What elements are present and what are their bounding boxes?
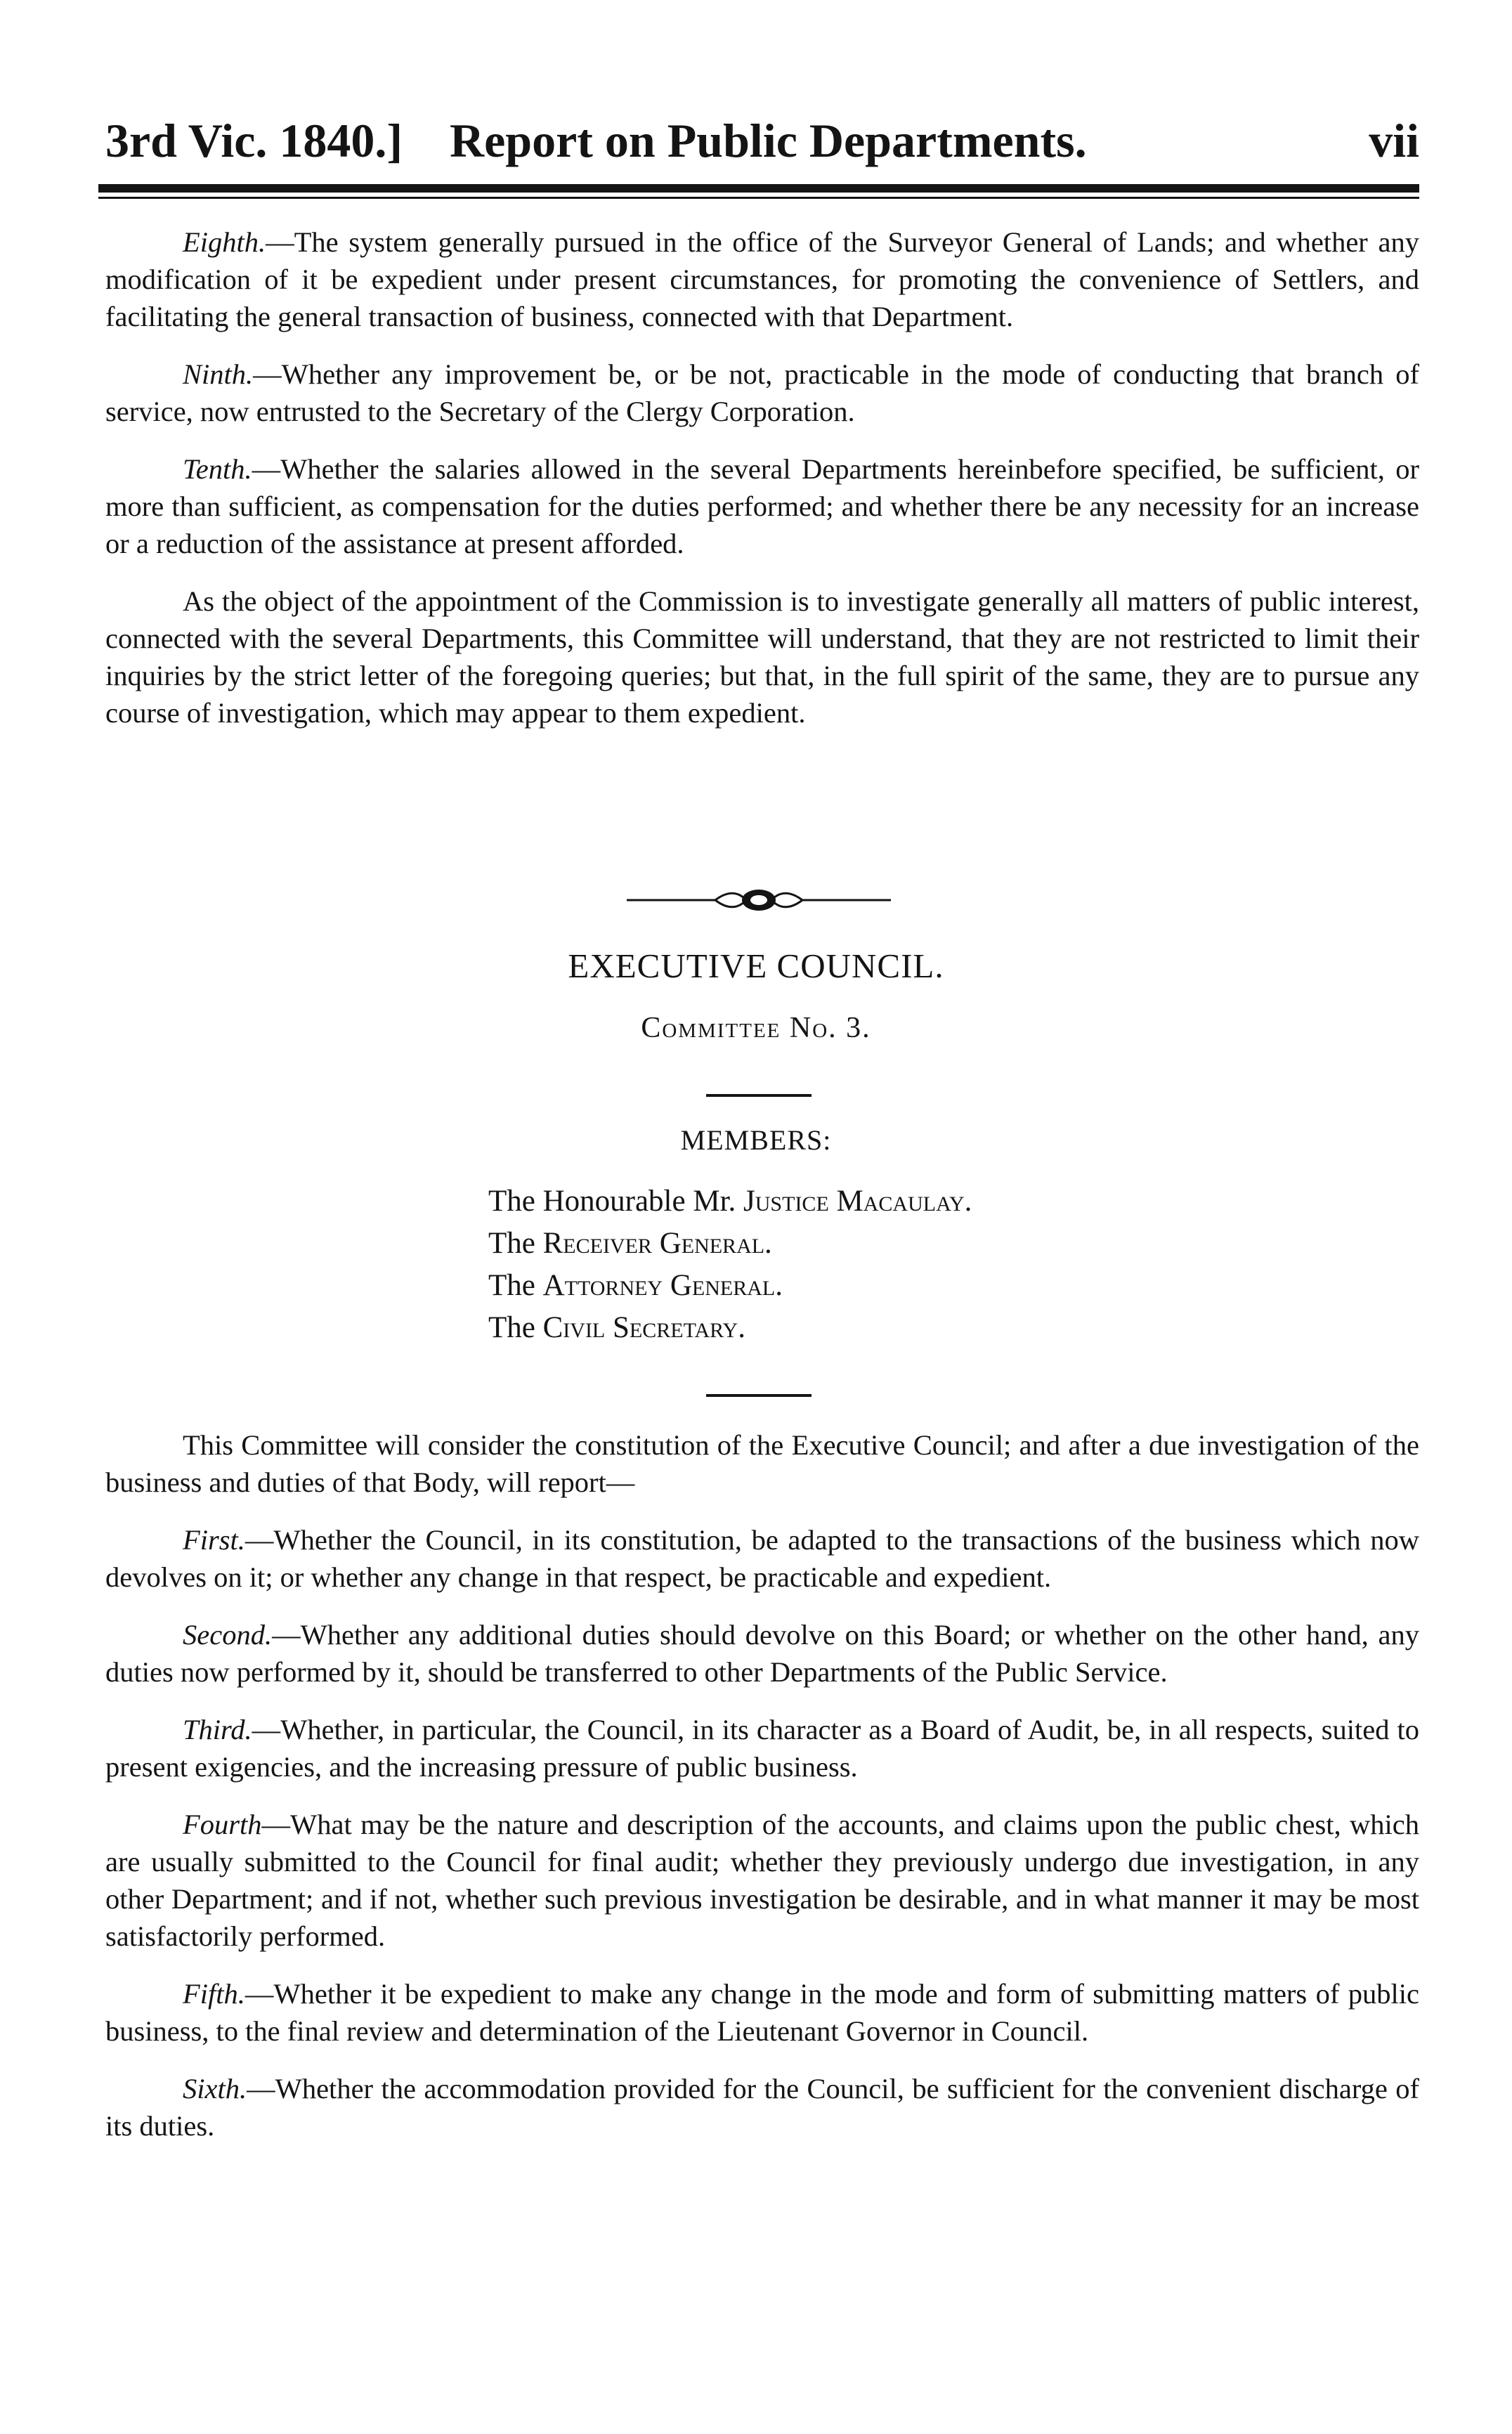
- paragraph-text: —Whether the salaries allowed in the several Departments hereinbefore specified, be sufficient, or more than sufficient, as compensation for the duties performed; and whether there be any necessity for an increase or a reduction of the assistance at present afforded.: [105, 453, 1419, 559]
- paragraph-text: This Committee will consider the constitution of the Executive Council; and after a due investigation of the business and duties of that Body, will report—: [105, 1429, 1419, 1498]
- paragraph-text: —Whether, in particular, the Council, in its character as a Board of Audit, be, in all respects, suited to present exigencies, and the increasing pressure of public business.: [105, 1714, 1419, 1783]
- member-item: [488, 1307, 972, 1349]
- paragraph-third: [105, 1711, 1419, 1785]
- paragraph-lead: Second.: [183, 1619, 273, 1651]
- member-prefix: The: [488, 1227, 543, 1260]
- section-title: EXECUTIVE COUNCIL.: [568, 946, 944, 985]
- paragraph-sixth: [105, 2070, 1419, 2145]
- header-rule-thin: [98, 197, 1419, 199]
- paragraph-text: —The system generally pursued in the office of the Surveyor General of Lands; and whether any modification of it be expedient under present circumstances, for promoting the convenience of Settlers, and facilitating the general transaction of business, connected with that Department.: [105, 226, 1419, 332]
- upper-text-block: [105, 223, 1419, 731]
- lower-text-block: [105, 1426, 1419, 2145]
- paragraph-lead: Tenth.: [183, 453, 252, 485]
- members-heading: MEMBERS:: [680, 1124, 832, 1156]
- paragraph-text: —Whether the accommodation provided for the Council, be sufficient for the convenient discharge of its duties.: [105, 2073, 1419, 2142]
- paragraph-ninth: [105, 356, 1419, 430]
- member-title: Attorney General.: [542, 1269, 783, 1302]
- member-item: [488, 1223, 972, 1265]
- ornamental-divider: [625, 884, 892, 916]
- running-head-date: 3rd Vic. 1840.]: [105, 114, 403, 167]
- paragraph-commission-object: [105, 583, 1419, 731]
- section-subtitle: Committee No. 3.: [641, 1012, 871, 1044]
- paragraph-text: —Whether any improvement be, or be not, practicable in the mode of conducting that branch of service, now entrusted to the Secretary of the Clergy Corporation.: [105, 358, 1419, 427]
- header-rule-thick: [98, 184, 1419, 193]
- short-rule: [706, 1394, 812, 1397]
- short-rule: [706, 1094, 812, 1097]
- paragraph-lead: Ninth.: [183, 358, 254, 390]
- paragraph-fourth: [105, 1806, 1419, 1955]
- paragraph-text: As the object of the appointment of the Commission is to investigate generally all matters of public interest, connected with the several Departments, this Committee will understand, that they are not restricted to limit their inquiries by the strict letter of the foregoing queries; but that, in the full spirit of the same, they are to pursue any course of investigation, which may appear to them expedient.: [105, 585, 1419, 729]
- page-number: vii: [1369, 114, 1419, 167]
- members-list: [488, 1180, 972, 1349]
- paragraph-lead: First.: [183, 1524, 245, 1556]
- paragraph-lead: Third.: [183, 1714, 252, 1745]
- paragraph-text: —What may be the nature and description of the accounts, and claims upon the public chest, which are usually submitted to the Council for final audit; whether they previously undergo due investigation, in any other Department; and if not, whether such previous investigation be desirable, and in what manner it may be most satisfactorily performed.: [105, 1809, 1419, 1952]
- member-title: Civil Secretary.: [542, 1311, 745, 1344]
- member-item: [488, 1180, 972, 1223]
- paragraph-tenth: [105, 450, 1419, 562]
- paragraph-lead: Fifth.: [183, 1978, 245, 2010]
- paragraph-text: —Whether it be expedient to make any change in the mode and form of submitting matters of public business, to the final review and determination of the Lieutenant Governor in Council.: [105, 1978, 1419, 2047]
- running-head-title: Report on Public Departments.: [450, 114, 1087, 167]
- paragraph-fifth: [105, 1975, 1419, 2050]
- member-title: Receiver General.: [542, 1227, 772, 1260]
- paragraph-lead: Eighth.: [183, 226, 266, 258]
- member-item: [488, 1265, 972, 1307]
- paragraph-lead: Fourth: [183, 1809, 262, 1840]
- paragraph-second: [105, 1616, 1419, 1691]
- paragraph-eighth: [105, 223, 1419, 335]
- member-title: Justice Macaulay.: [743, 1185, 972, 1218]
- member-prefix: The: [488, 1269, 543, 1302]
- paragraph-committee-intro: [105, 1426, 1419, 1501]
- member-prefix: The Honourable Mr.: [488, 1185, 744, 1218]
- running-head: [105, 105, 1419, 176]
- paragraph-text: —Whether any additional duties should devolve on this Board; or whether on the other hand, any duties now performed by it, should be transferred to other Departments of the Public Service.: [105, 1619, 1419, 1688]
- paragraph-first: [105, 1521, 1419, 1596]
- paragraph-text: —Whether the Council, in its constitution, be adapted to the transactions of the business which now devolves on it; or whether any change in that respect, be practicable and expedient.: [105, 1524, 1419, 1593]
- paragraph-lead: Sixth.: [183, 2073, 247, 2104]
- member-prefix: The: [488, 1311, 543, 1344]
